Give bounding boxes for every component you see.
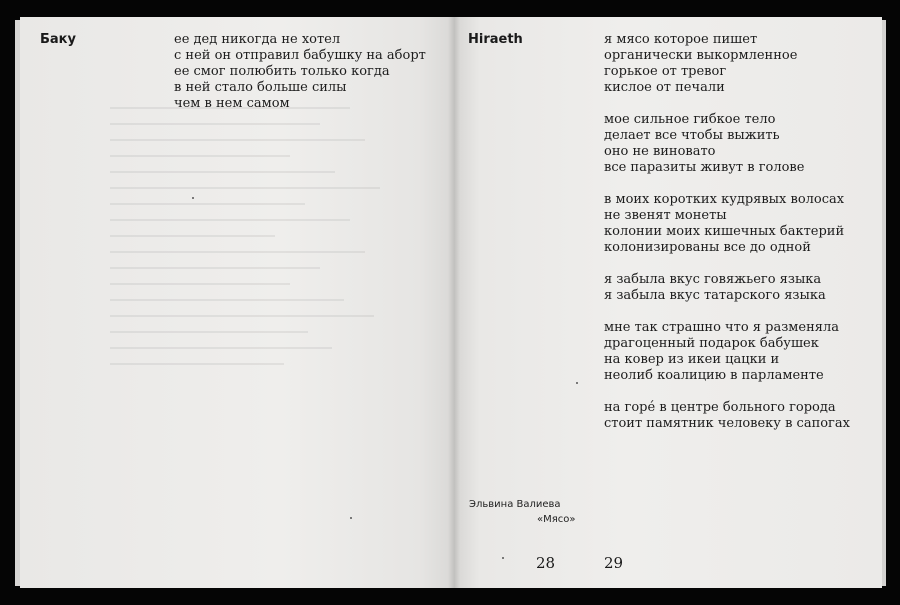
poem-line: кислое от печали <box>604 80 725 95</box>
poem-line: с ней он отправил бабушку на аборт <box>174 48 426 63</box>
poem-line: неолиб коалицию в парламенте <box>604 368 824 383</box>
poem-line: чем в нем самом <box>174 96 290 111</box>
stanza <box>604 112 850 176</box>
poem-title-baku: Баку <box>40 32 76 47</box>
book-gutter <box>448 17 460 588</box>
poem-line: мне так страшно что я разменяла <box>604 320 839 335</box>
paper-speck <box>502 557 504 559</box>
poem-baku <box>174 32 426 112</box>
poem-line: органически выкормленное <box>604 48 798 63</box>
stanza <box>604 192 850 256</box>
poem-line: я забыла вкус говяжьего языка <box>604 272 822 287</box>
show-through-text <box>110 107 410 447</box>
poem-line: колонии моих кишечных бактерий <box>604 224 845 239</box>
poem-line: оно не виновато <box>604 144 716 159</box>
paper-speck <box>192 197 194 199</box>
poem-line: мое сильное гибкое тело <box>604 112 776 127</box>
poem-title-hiraeth: Hiraeth <box>468 32 523 47</box>
poem-line: горькое от тревог <box>604 64 727 79</box>
page-number-right: 29 <box>604 554 624 572</box>
stanza <box>604 400 850 432</box>
poem-line: делает все чтобы выжить <box>604 128 780 143</box>
poem-line: стоит памятник человеку в сапогах <box>604 416 850 431</box>
poem-line: драгоценный подарок бабушек <box>604 336 819 351</box>
poem-line: на горé в центре больного города <box>604 400 836 415</box>
poem-line: в ней стало больше силы <box>174 80 347 95</box>
poem-line: ее смог полюбить только когда <box>174 64 390 79</box>
poem-line: на ковер из икеи цацки и <box>604 352 780 367</box>
left-page <box>20 17 454 588</box>
poem-line: в моих коротких кудрявых волосах <box>604 192 845 207</box>
poem-line: ее дед никогда не хотел <box>174 32 341 47</box>
stanza <box>604 320 850 384</box>
poem-line: не звенят монеты <box>604 208 727 223</box>
poem-line: я забыла вкус татарского языка <box>604 288 826 303</box>
book-title: «Мясо» <box>537 514 576 525</box>
page-number-left: 28 <box>536 554 556 572</box>
poem-line: колонизированы все до одной <box>604 240 811 255</box>
stanza <box>604 32 850 96</box>
poem-hiraeth <box>604 32 850 432</box>
stanza <box>604 272 850 304</box>
paper-speck <box>576 382 578 384</box>
right-page <box>454 17 882 588</box>
poem-line: я мясо которое пишет <box>604 32 758 47</box>
author-name: Эльвина Валиева <box>469 499 561 510</box>
paper-speck <box>350 517 352 519</box>
poem-line: все паразиты живут в голове <box>604 160 805 175</box>
